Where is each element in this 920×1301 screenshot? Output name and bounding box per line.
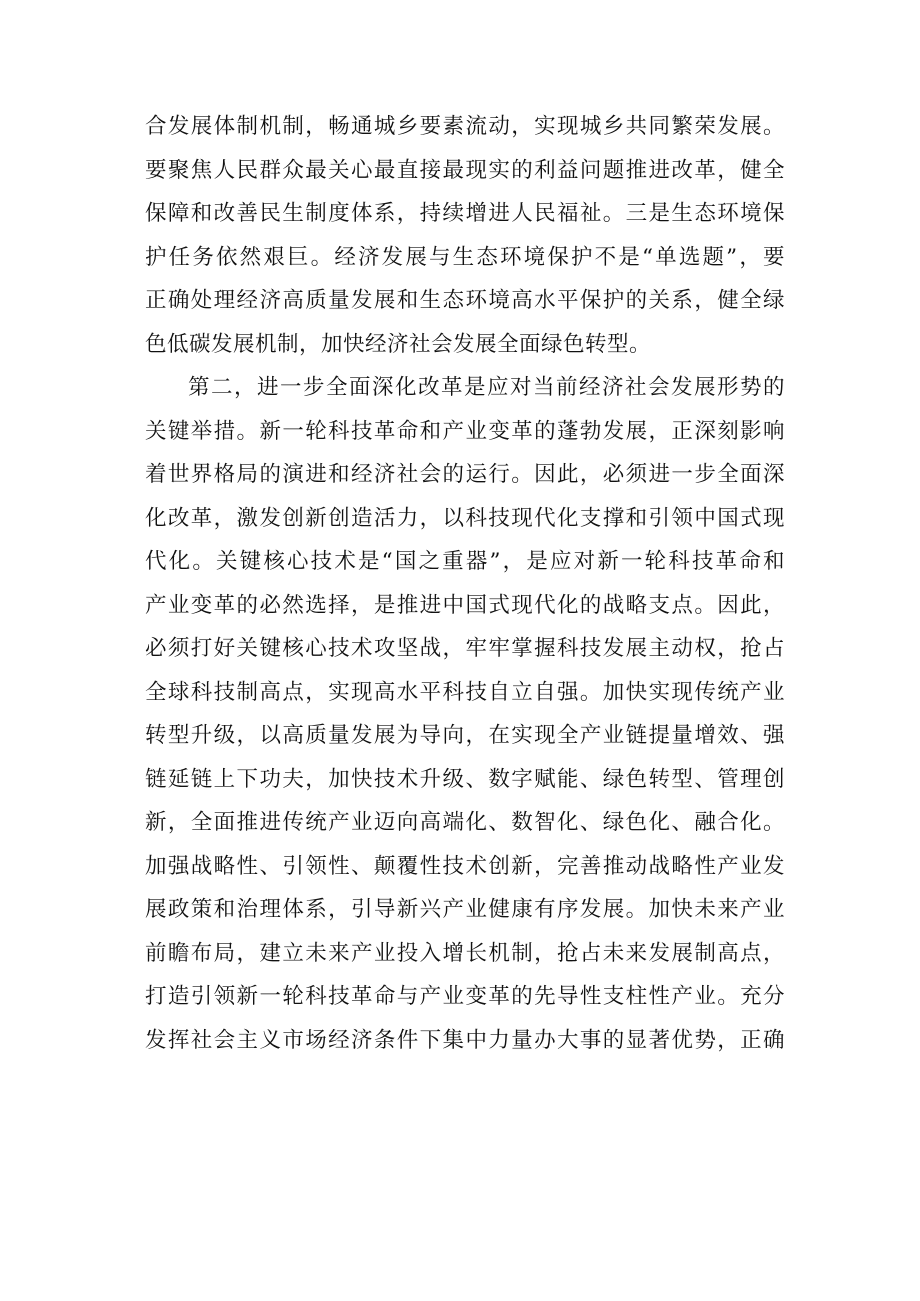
text-line: 关键举措。新一轮科技革命和产业变革的蓬勃发展，正深刻影响 [145, 418, 785, 444]
text-line: 正确处理经济高质量发展和生态环境高水平保护的关系，健全绿 [145, 288, 785, 313]
text-line: 护任务依然艰巨。经济发展与生态环境保护不是“单选题”，要 [145, 244, 785, 270]
text-line: 转型升级，以高质量发展为导向，在实现全产业链提量增效、强 [145, 723, 785, 748]
text-line: 色低碳发展机制，加快经济社会发展全面绿色转型。 [145, 331, 652, 357]
text-line: 合发展体制机制，畅通城乡要素流动，实现城乡共同繁荣发展。 [145, 114, 785, 139]
text-line: 化改革，激发创新创造活力，以科技现代化支撑和引领中国式现 [145, 505, 785, 531]
text-line: 代化。关键核心技术是“国之重器”，是应对新一轮科技革命和 [145, 549, 785, 574]
text-line: 前瞻布局，建立未来产业投入增长机制，抢占未来发展制高点， [145, 940, 785, 966]
text-line: 发挥社会主义市场经济条件下集中力量办大事的显著优势，正确 [145, 1027, 785, 1053]
paragraph-2 [145, 366, 785, 1062]
text-line: 加强战略性、引领性、颠覆性技术创新，完善推动战略性产业发 [145, 853, 785, 879]
text-line: 要聚焦人民群众最关心最直接最现实的利益问题推进改革，健全 [145, 157, 785, 183]
text-line: 必须打好关键核心技术攻坚战，牢牢掌握科技发展主动权，抢占 [145, 636, 785, 661]
text-line: 展政策和治理体系，引导新兴产业健康有序发展。加快未来产业 [145, 897, 785, 922]
document-body [145, 105, 785, 1062]
paragraph-1 [145, 105, 785, 366]
text-line: 着世界格局的演进和经济社会的运行。因此，必须进一步全面深 [145, 462, 785, 487]
text-line: 产业变革的必然选择，是推进中国式现代化的战略支点。因此， [145, 592, 785, 618]
text-line: 第二，进一步全面深化改革是应对当前经济社会发展形势的 [188, 375, 785, 400]
text-line: 保障和改善民生制度体系，持续增进人民福祉。三是生态环境保 [145, 201, 785, 226]
text-line: 链延链上下功夫，加快技术升级、数字赋能、绿色转型、管理创 [145, 766, 785, 792]
text-line: 打造引领新一轮科技革命与产业变革的先导性支柱性产业。充分 [145, 984, 785, 1009]
text-line: 全球科技制高点，实现高水平科技自立自强。加快实现传统产业 [145, 679, 785, 705]
text-line: 新，全面推进传统产业迈向高端化、数智化、绿色化、融合化。 [145, 810, 785, 835]
